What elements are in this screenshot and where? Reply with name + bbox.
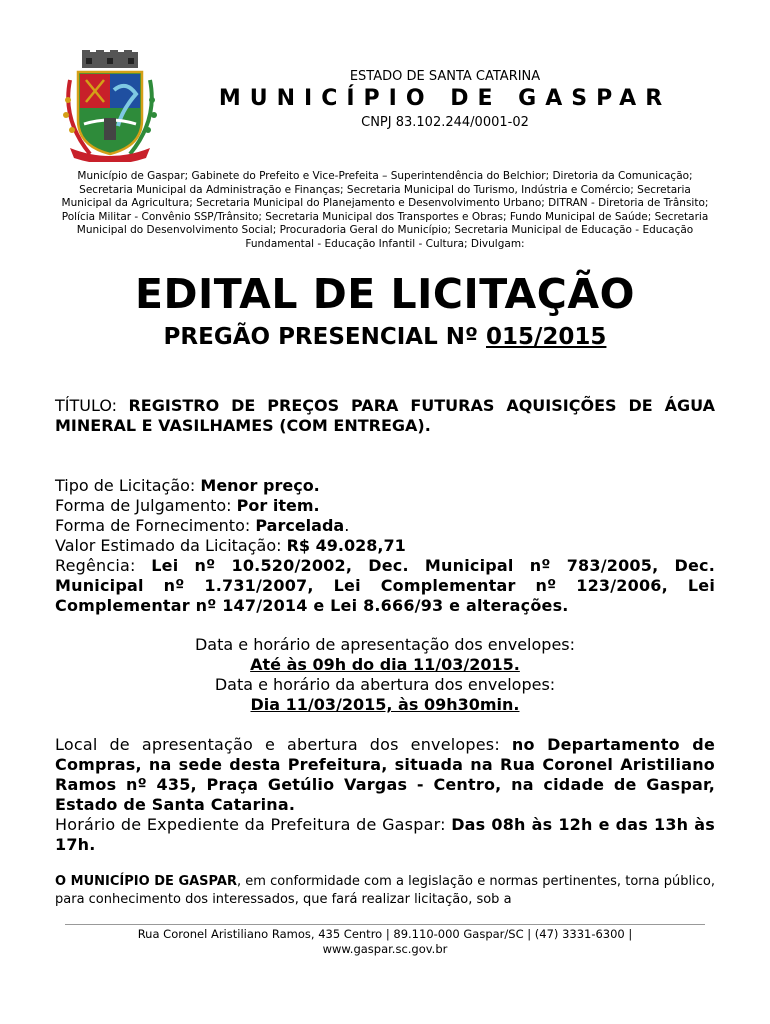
- valor-line: [55, 536, 715, 556]
- regencia-line: [55, 556, 715, 616]
- expediente-line: [55, 815, 715, 855]
- intro-bold: O MUNICÍPIO DE GASPAR: [55, 874, 237, 889]
- regencia-value: Lei nº 10.520/2002, Dec. Municipal nº 783/2005, Dec. Municipal nº 1.731/2007, Lei Complementar nº 123/2006, Lei Complementar nº 147/2014 e Lei 8.666/93 e alterações.: [55, 556, 715, 615]
- document-subtitle: [0, 324, 770, 350]
- apresentacao-label: Data e horário de apresentação dos envelopes:: [194, 635, 576, 654]
- fornecimento-line: [55, 516, 715, 536]
- schedule-block: [55, 635, 715, 715]
- titulo-value: REGISTRO DE PREÇOS PARA FUTURAS AQUISIÇÕES DE ÁGUA MINERAL E VASILHAMES (COM ENTREGA).: [55, 396, 716, 435]
- distribution-list: Município de Gaspar; Gabinete do Prefeito e Vice-Prefeita – Superintendência do Belchior; Diretoria da Comunicação; Secretaria Municipal da Administração e Finanças; Secretaria Municipal do Turismo, Indústria e Comércio; Secretaria Municipal da Agricultura; Secretaria Municipal do Planejamento e Desenvolvimento Urbano; DITRAN - Diretoria de Trânsito; Polícia Militar - Convênio SSP/Trânsito; Secretaria Municipal dos Transportes e Obras; Fundo Municipal de Saúde; Secretaria Municipal do Desenvolvimento Social; Procuradoria Geral do Município; Secretaria Municipal de Educação - Educação Fundamental - Educação Infantil - Cultura; Divulgam:: [61, 170, 709, 250]
- process-number: 015/2015: [486, 324, 607, 350]
- footer: [60, 927, 710, 957]
- julgamento-label: Forma de Julgamento:: [55, 496, 237, 515]
- cnpj: CNPJ 83.102.244/0001-02: [361, 115, 529, 130]
- local-label: Local de apresentação e abertura dos envelopes:: [55, 735, 512, 754]
- fornecimento-end: .: [344, 516, 350, 535]
- expediente-value: Das 08h às 12h e das 13h às 17h.: [55, 815, 715, 854]
- regencia-label: Regência:: [55, 556, 152, 575]
- titulo-label: TÍTULO:: [55, 396, 129, 415]
- intro-paragraph: [55, 873, 715, 909]
- local-block: [55, 735, 715, 855]
- julgamento-line: [55, 496, 715, 516]
- julgamento-value: Por item.: [236, 496, 320, 515]
- abertura-value: Dia 11/03/2015, às 09h30min.: [250, 695, 520, 714]
- valor-value: R$ 49.028,71: [286, 536, 406, 555]
- tipo-label: Tipo de Licitação:: [55, 476, 201, 495]
- footer-website[interactable]: www.gaspar.sc.gov.br: [322, 942, 448, 956]
- municipality-name: MUNICÍPIO DE GASPAR: [218, 86, 672, 111]
- tipo-value: Menor preço.: [200, 476, 320, 495]
- apresentacao-value: Até às 09h do dia 11/03/2015.: [250, 655, 520, 674]
- intro-text: , em conformidade com a legislação e normas pertinentes, torna público, para conhecimento dos interessados, que fará realizar licitação, sob a: [55, 874, 715, 907]
- footer-divider: [65, 924, 705, 925]
- fornecimento-label: Forma de Fornecimento:: [55, 516, 256, 535]
- document-title: EDITAL DE LICITAÇÃO: [135, 270, 635, 318]
- tipo-line: [55, 476, 715, 496]
- local-line: [55, 735, 715, 815]
- state-name: ESTADO DE SANTA CATARINA: [349, 69, 541, 84]
- coat-of-arms-icon: [60, 50, 160, 162]
- expediente-label: Horário de Expediente da Prefeitura de Gaspar:: [55, 815, 452, 834]
- details-block: [55, 476, 715, 616]
- local-value: no Departamento de Compras, na sede desta Prefeitura, situada na Rua Coronel Aristiliano Ramos nº 435, Praça Getúlio Vargas - Centro, na cidade de Gaspar, Estado de Santa Catarina.: [55, 735, 715, 814]
- valor-label: Valor Estimado da Licitação:: [55, 536, 287, 555]
- abertura-label: Data e horário da abertura dos envelopes:: [214, 675, 556, 694]
- fornecimento-value: Parcelada: [255, 516, 345, 535]
- subtitle-prefix: PREGÃO PRESENCIAL Nº: [163, 324, 486, 350]
- titulo-paragraph: [55, 396, 715, 436]
- footer-address: Rua Coronel Aristiliano Ramos, 435 Centro | 89.110-000 Gaspar/SC | (47) 3331-6300 |: [137, 927, 633, 941]
